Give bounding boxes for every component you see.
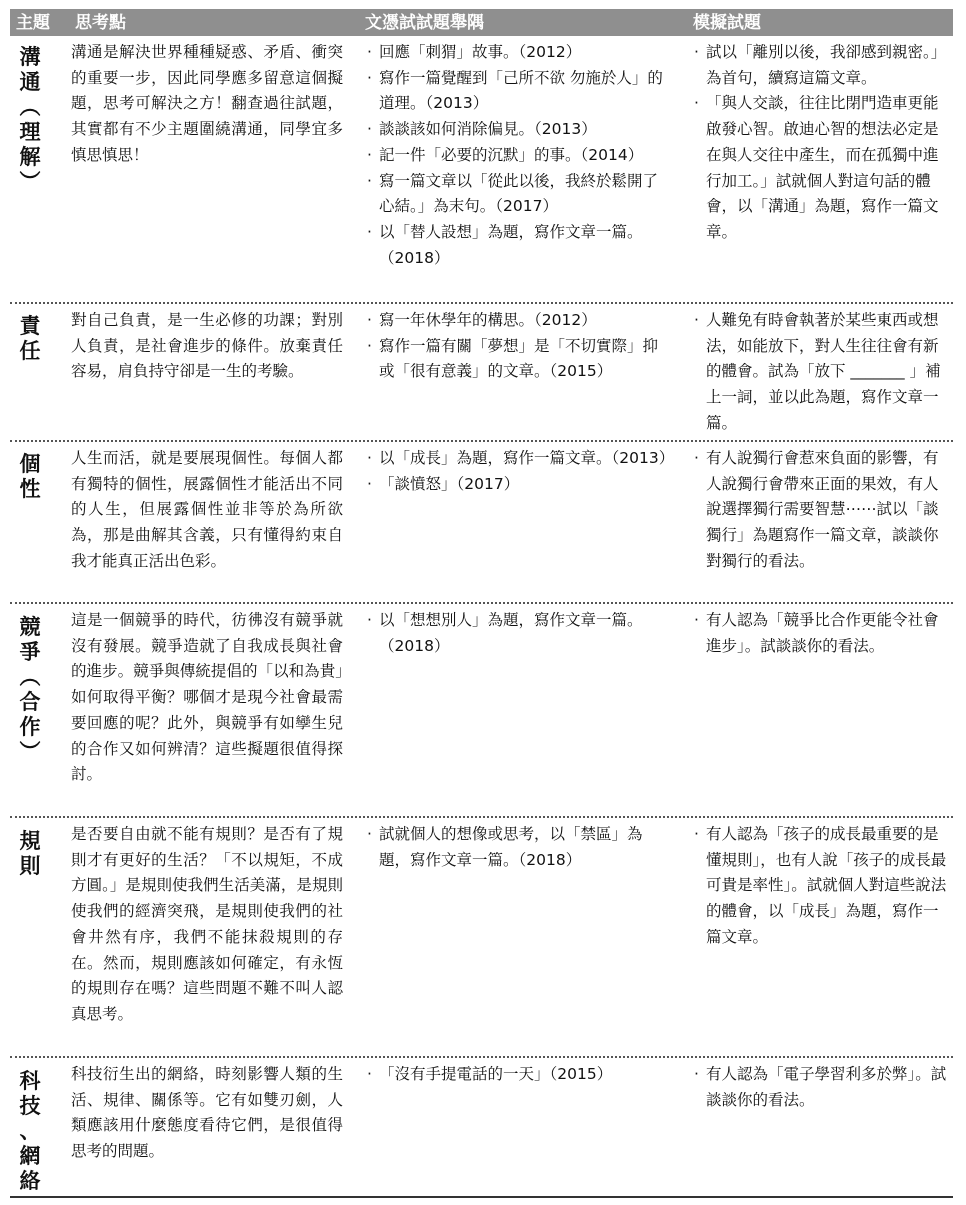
topic-char: 、 <box>19 1118 41 1143</box>
table-bottom-rule <box>10 1196 953 1198</box>
row-mock-list <box>694 822 952 951</box>
past-exam-item: · 寫一年休學年的構思。（2012） <box>367 308 673 334</box>
mock-item: · 有人說獨行會惹來負面的影響，有人說獨行會帶來正面的果效，有人說選擇獨行需要智慧⋯⋯試以「談獨行」為題寫作一篇文章，談談你對獨行的看法。 <box>694 446 952 575</box>
row-divider <box>10 302 953 304</box>
row-mock-list <box>694 308 952 437</box>
row-past-exam-list <box>367 1062 673 1088</box>
row-mock-list <box>694 608 952 659</box>
topic-char: ︵ <box>19 664 41 689</box>
topic-char: 合 <box>19 689 41 714</box>
row-divider <box>10 440 953 442</box>
past-exam-item: · 寫一篇文章以「從此以後，我終於鬆開了心結。」為末句。（2017） <box>367 169 673 220</box>
topic-char: 作 <box>19 714 41 739</box>
topic-char: ︶ <box>19 169 41 194</box>
row-topic <box>16 313 44 363</box>
header-mock: 模擬試題 <box>693 13 761 33</box>
topic-char: 則 <box>19 853 41 878</box>
topic-char: 爭 <box>19 639 41 664</box>
past-exam-item: · 談談該如何消除偏見。（2013） <box>367 117 673 143</box>
row-divider <box>10 816 953 818</box>
topic-char: 規 <box>19 828 41 853</box>
topic-char: ︶ <box>19 739 41 764</box>
past-exam-item: · 「談憤怒」（2017） <box>367 472 673 498</box>
past-exam-item: · 試就個人的想像或思考，以「禁區」為題，寫作文章一篇。（2018） <box>367 822 673 873</box>
topic-char: 個 <box>19 451 41 476</box>
row-thinking: 人生而活，就是要展現個性。每個人都有獨特的個性，展露個性才能活出不同的人生，但展露個性並非等於為所欲為，那是曲解其含義，只有懂得約束自我才能真正活出色彩。 <box>71 449 343 570</box>
row-topic <box>16 828 44 878</box>
header-thinking: 思考點 <box>75 13 126 33</box>
row-topic <box>16 614 44 764</box>
past-exam-item: · 寫作一篇有關「夢想」是「不切實際」抑或「很有意義」的文章。（2015） <box>367 334 673 385</box>
past-exam-item: · 以「想想別人」為題，寫作文章一篇。（2018） <box>367 608 673 659</box>
row-thinking: 對自己負責，是一生必修的功課；對別人負責，是社會進步的條件。放棄責任容易，肩負持守卻是一生的考驗。 <box>71 311 343 381</box>
row-thinking: 這是一個競爭的時代，彷彿沒有競爭就沒有發展。競爭造就了自我成長與社會的進步。競爭與傳統提倡的「以和為貴」如何取得平衡？哪個才是現今社會最需要回應的呢？此外，與競爭有如孿生兒的合作又如何辨清？這些擬題很值得探討。 <box>71 611 343 784</box>
mock-item: · 有人認為「孩子的成長最重要的是懂規則」，也有人說「孩子的成長最可貴是率性」。試就個人對這些說法的體會，以「成長」為題，寫作一篇文章。 <box>694 822 952 951</box>
topic-char: 科 <box>19 1068 41 1093</box>
topic-char: 責 <box>19 313 41 338</box>
row-mock-list <box>694 446 952 575</box>
topic-char: 任 <box>19 338 41 363</box>
row-mock-list <box>694 1062 952 1113</box>
row-past-exam-list <box>367 822 673 873</box>
topic-char: ︵ <box>19 94 41 119</box>
header-past-exam: 文憑試試題舉隅 <box>365 13 484 33</box>
past-exam-item: · 「沒有手提電話的一天」（2015） <box>367 1062 673 1088</box>
topic-char: 絡 <box>19 1168 41 1193</box>
topic-char: 競 <box>19 614 41 639</box>
topic-char: 網 <box>19 1143 41 1168</box>
mock-item: · 試以「離別以後，我卻感到親密。」為首句，續寫這篇文章。 <box>694 40 952 91</box>
past-exam-item: · 以「成長」為題，寫作一篇文章。（2013） <box>367 446 673 472</box>
row-divider <box>10 1056 953 1058</box>
mock-item: · 有人認為「電子學習利多於弊」。試談談你的看法。 <box>694 1062 952 1113</box>
topic-char: 理 <box>19 119 41 144</box>
row-past-exam-list <box>367 446 673 497</box>
row-past-exam-list <box>367 40 673 271</box>
past-exam-item: · 記一件「必要的沉默」的事。（2014） <box>367 143 673 169</box>
row-mock-list <box>694 40 952 246</box>
row-topic <box>16 451 44 501</box>
past-exam-item: · 回應「刺猬」故事。（2012） <box>367 40 673 66</box>
mock-item: · 人難免有時會執著於某些東西或想法，如能放下，對人生往往會有新的體會。試為「放下 _______ 」補上一詞，並以此為題，寫作文章一篇。 <box>694 308 952 437</box>
row-thinking: 是否要自由就不能有規則？是否有了規則才有更好的生活？「不以規矩，不成方圓。」是規則使我們生活美滿，是規則使我們的經濟突飛，是規則使我們的社會井然有序，我們不能抹殺規則的存在。然而，規則應該如何確定，有永恆的規則存在嗎？這些問題不難不叫人認真思考。 <box>71 825 343 1023</box>
row-divider <box>10 602 953 604</box>
row-past-exam-list <box>367 608 673 659</box>
topic-char: 通 <box>19 69 41 94</box>
mock-item: · 「與人交談，往往比閉門造車更能啟發心智。啟迪心智的想法必定是在與人交往中產生，而在孤獨中進行加工。」試就個人對這句話的體會，以「溝通」為題，寫作一篇文章。 <box>694 91 952 245</box>
row-past-exam-list <box>367 308 673 385</box>
row-thinking: 溝通是解決世界種種疑惑、矛盾、衝突的重要一步，因此同學應多留意這個擬題，思考可解決之方！翻查過往試題，其實都有不少主題圍繞溝通，同學宜多慎思慎思！ <box>71 43 343 164</box>
topic-char: 技 <box>19 1093 41 1118</box>
topic-char: 性 <box>19 476 41 501</box>
row-topic <box>16 44 44 194</box>
past-exam-item: · 寫作一篇覺醒到「己所不欲 勿施於人」的道理。（2013） <box>367 66 673 117</box>
header-topic: 主題 <box>16 13 50 33</box>
topic-char: 解 <box>19 144 41 169</box>
table-header <box>10 9 953 36</box>
topic-char: 溝 <box>19 44 41 69</box>
row-topic <box>16 1068 44 1193</box>
mock-item: · 有人認為「競爭比合作更能令社會進步」。試談談你的看法。 <box>694 608 952 659</box>
row-thinking: 科技衍生出的網絡，時刻影響人類的生活、規律、關係等。它有如雙刃劍，人類應該用什麼態度看待它們，是很值得思考的問題。 <box>71 1065 343 1161</box>
past-exam-item: · 以「替人設想」為題，寫作文章一篇。（2018） <box>367 220 673 271</box>
